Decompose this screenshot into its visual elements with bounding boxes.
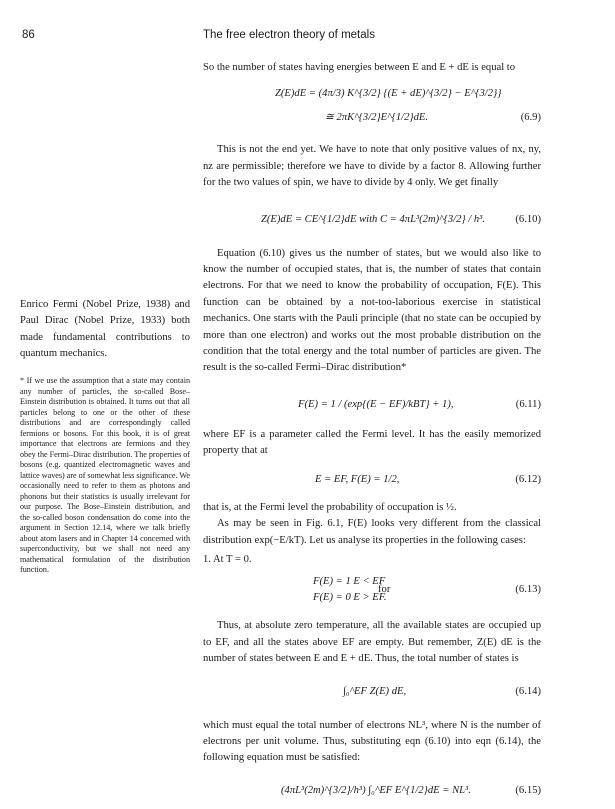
equation-6-13-line-1: F(E) = 1 E < EF — [313, 576, 386, 588]
equation-6-13 — [203, 572, 541, 612]
case-1-heading: 1. At T = 0. — [203, 553, 252, 565]
equation-6-13-line-2: F(E) = 0 E > EF. — [313, 592, 387, 604]
equation-6-9 — [203, 86, 541, 136]
equation-6-15 — [203, 775, 541, 809]
page-number: 86 — [22, 29, 35, 41]
main-text-column — [203, 60, 541, 809]
running-title: The free electron theory of metals — [203, 29, 375, 41]
equation-6-9-line-2: ≅ 2πK^{3/2}E^{1/2}dE. — [325, 112, 429, 124]
equation-number-6-14: (6.14) — [515, 685, 541, 697]
equation-6-14-body: ∫₀^EF Z(E) dE, — [343, 685, 407, 697]
equation-number-6-12: (6.12) — [515, 473, 541, 485]
paragraph-fermi-level: where EF is a parameter called the Fermi level. It has the easily memorized property that at — [203, 428, 541, 457]
equation-6-13-for: for — [378, 584, 391, 596]
equation-number-6-13: (6.13) — [515, 584, 541, 596]
paragraph-fig-6-1: As may be seen in Fig. 6.1, F(E) looks very different from the classical distribution exp(−E/kT). Let us analyse its properties in the following cases: — [203, 518, 541, 546]
paragraph-positive-values: This is not the end yet. We have to note that only positive values of nx, ny, nz are permissible; therefore we have to divide by a factor 8. Allowing further for the two values of spin, we have to divide by 4 only. We get finally — [203, 144, 541, 189]
paragraph-occupied-states: Equation (6.10) gives us the number of states, but we would also like to know the number of occupied states, that is, the number of states that contain electrons. For that we need to know the probability of occupation, F(E). This function can be obtained by a not-too-laborious exercise in statistical mechanics. One starts with the Pauli principle (that no state can be occupied by more than one electron) and works out the most probable distribution on the condition that the total energy and the total number of particles are given. The result is the so-called Fermi–Dirac distribution* — [203, 247, 541, 374]
equation-6-10 — [203, 204, 541, 238]
paragraph-states-between: So the number of states having energies between E and E + dE is equal to — [203, 62, 516, 73]
equation-6-12-body: E = EF, F(E) = 1/2, — [315, 473, 400, 485]
equation-number-6-15: (6.15) — [515, 784, 541, 796]
equation-number-6-11: (6.11) — [515, 398, 541, 410]
equation-6-9-line-1: Z(E)dE = (4π/3) K^{3/2} {(E + dE)^{3/2} − E^{3/2}} — [275, 88, 502, 100]
equation-6-15-body: (4πL³(2m)^{3/2}/h³) ∫₀^EF E^{1/2}dE = NL³. — [281, 784, 471, 796]
paragraph-absolute-zero: Thus, at absolute zero temperature, all the available states are occupied up to EF, and all the states above EF are empty. But remember, Z(E) dE is the number of states between E and E + dE. Thus, the total number of states is — [203, 620, 541, 665]
margin-note-fermi-dirac — [20, 297, 190, 363]
paragraph-total-electrons: which must equal the total number of electrons NL³, where N is the number of electrons per unit volume. Thus, substituting eqn (6.10) into eqn (6.14), the following equation must be satisfied: — [203, 719, 541, 764]
footnote-text: * If we use the assumption that a state may contain any number of particles, the so-called Bose–Einstein distribution is obtained. It turns out that all particles belong to one or the other of these distributions and are correspondingly called fermions or bosons. For this book, it is of great importance that electrons are fermions and they obey the Fermi–Dirac distribution. The properties of bosons (e.g. quantized electromagnetic waves and lattice waves) are of somewhat less significance. We occasionally need to refer to them as photons and phonons but their statistics is usually irrelevant for our purpose. The Bose–Einstein distribution, and the so-called boson condensation do come into the argument in Section 12.14, where we talk briefly about atom lasers and in Chapter 14 concerned with superconductivity, but we shall not need any mathematical formulation of the distribution function. — [20, 376, 191, 574]
footnote-bose-einstein — [20, 376, 190, 576]
equation-number-6-9: (6.9) — [520, 112, 541, 124]
equation-6-11-body: F(E) = 1 / (exp{(E − EF)/kBT} + 1), — [298, 398, 454, 410]
equation-6-11 — [203, 387, 541, 423]
margin-note-text: Enrico Fermi (Nobel Prize, 1938) and Paul Dirac (Nobel Prize, 1933) both made fundamental contributions to quantum mechanics. — [20, 299, 190, 360]
equation-6-14 — [203, 674, 541, 712]
paragraph-probability-half: that is, at the Fermi level the probability of occupation is ½. — [203, 501, 457, 513]
equation-6-12 — [203, 464, 541, 496]
equation-6-10-body: Z(E)dE = CE^{1/2}dE with C = 4πL³(2m)^{3/2} / h³. — [261, 213, 485, 225]
equation-number-6-10: (6.10) — [515, 213, 541, 225]
